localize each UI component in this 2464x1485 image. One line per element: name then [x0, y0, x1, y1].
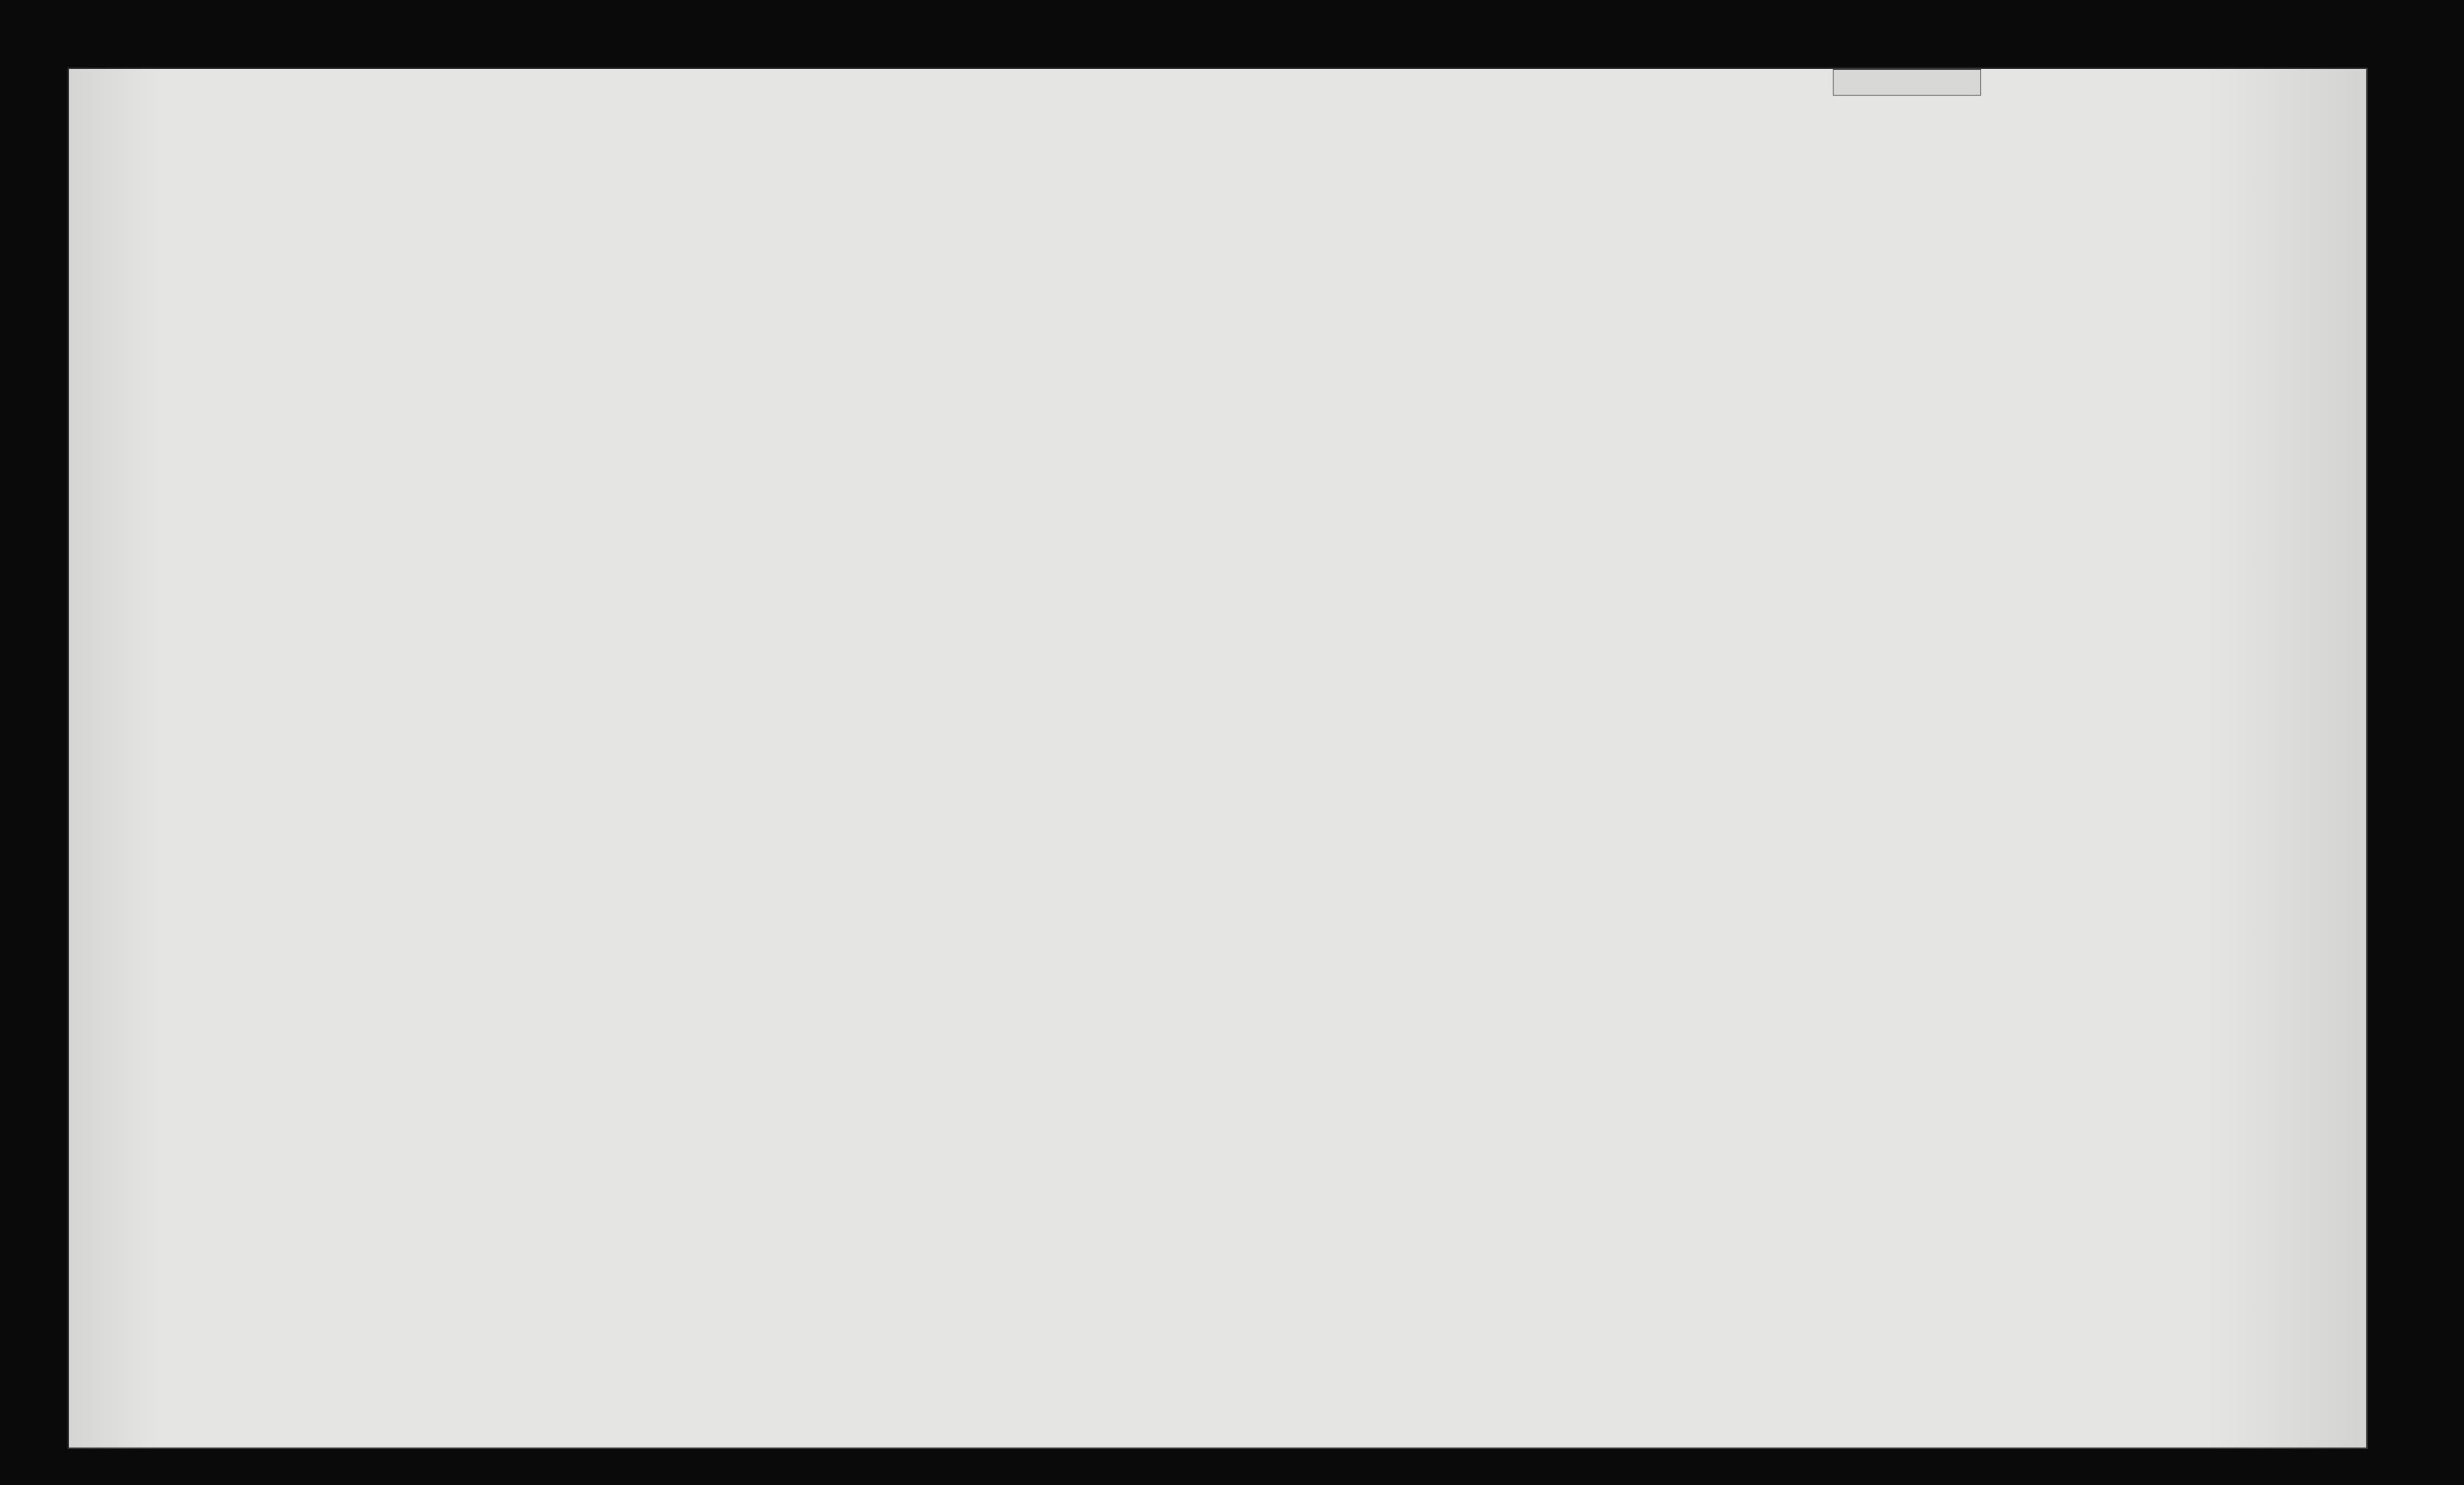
bottom-lease-table: [69, 951, 2368, 1449]
middle-section: [69, 451, 2368, 951]
page-tab-corner: [1833, 69, 1981, 96]
census-card-sheet: [68, 68, 2368, 1449]
